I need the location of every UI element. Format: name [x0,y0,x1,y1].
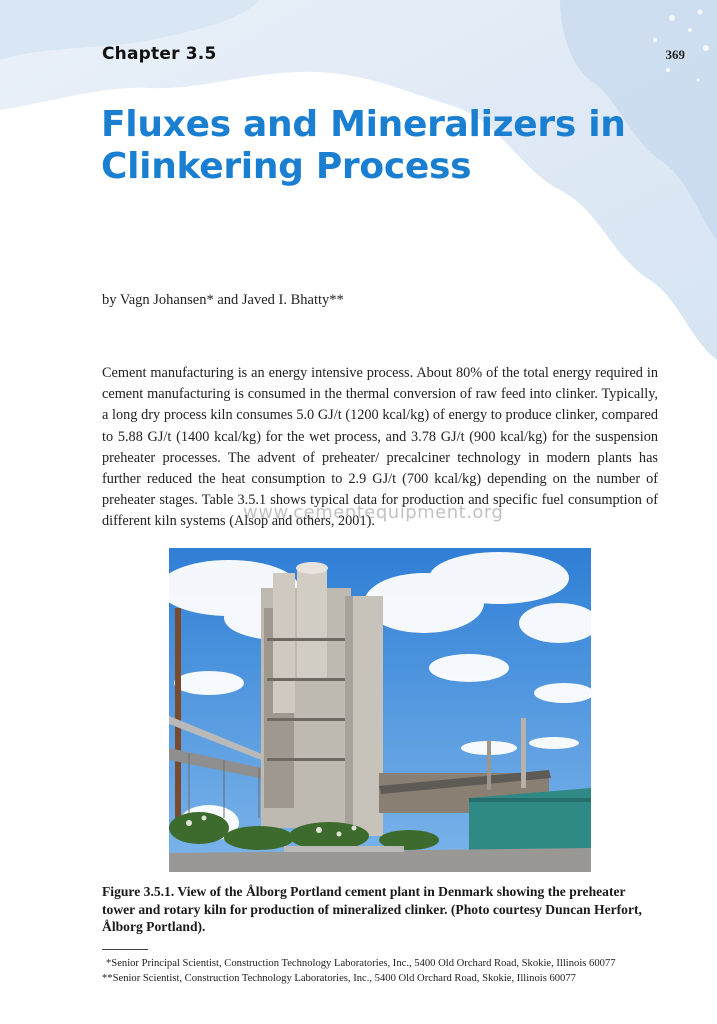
cement-plant-illustration [169,548,591,872]
title-line-2: Clinkering Process [101,146,472,187]
page-title [101,104,681,188]
footnotes [102,956,682,986]
footnote-2: **Senior Scientist, Construction Technology Laboratories, Inc., 5400 Old Orchard Road, Skokie, Illinois 60077 [102,973,576,984]
footnote-1: *Senior Principal Scientist, Construction Technology Laboratories, Inc., 5400 Old Orchard Road, Skokie, Illinois 60077 [106,958,616,969]
watermark-text: www.cementequipment.org [243,502,504,523]
figure-photo [169,548,591,872]
page-number: 369 [665,47,685,62]
body-paragraph: Cement manufacturing is an energy intensive process. About 80% of the total energy required in cement manufacturing is consumed in the thermal conversion of raw feed into clinker. Typically, a long dry process kiln consumes 5.0 GJ/t (1200 kcal/kg) of energy to produce clinker, compared to 5.88 GJ/t (1400 kcal/kg) for the wet process, and 3.78 GJ/t (900 kcal/kg) for the suspension preheater processes. The advent of preheater/ precalciner technology in modern plants has further reduced the heat consumption to 2.9 GJ/t (700 kcal/kg) depending on the number of preheater stages. Table 3.5.1 shows typical data for production and specific fuel consumption of different kiln systems (Alsop and others, 2001). [102,365,658,530]
chapter-label: Chapter 3.5 [102,44,217,64]
figure-caption: Figure 3.5.1. View of the Ålborg Portland cement plant in Denmark showing the preheater tower and rotary kiln for production of mineralized clinker. (Photo courtesy Duncan Herfort, Ålborg Portland). [102,884,642,934]
title-line-1: Fluxes and Mineralizers in [101,104,626,145]
footnote-divider [102,949,148,950]
author-byline: by Vagn Johansen* and Javed I. Bhatty** [102,292,344,308]
